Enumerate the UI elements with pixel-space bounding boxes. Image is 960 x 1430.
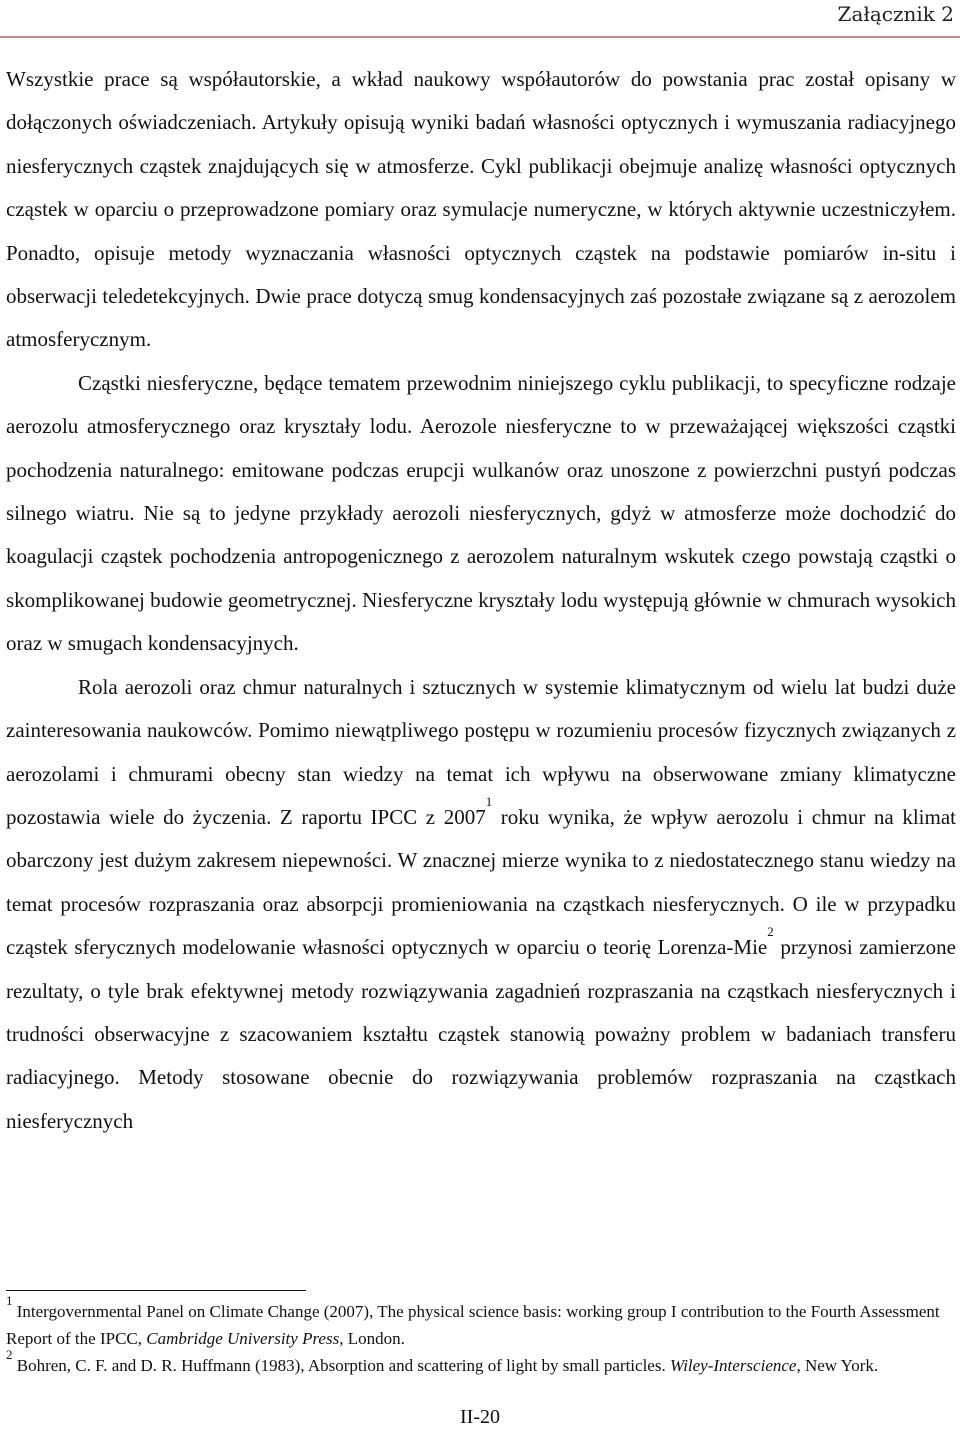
- page-number: II-20: [460, 1406, 500, 1428]
- header-label: Załącznik 2: [837, 2, 954, 26]
- footnote-1-marker: 1: [6, 1293, 13, 1308]
- footnote-1-text-b: , London.: [339, 1329, 405, 1348]
- footnote-1: [6, 1293, 952, 1352]
- footnote-2: [6, 1347, 952, 1379]
- footnote-ref-2: 2: [767, 924, 774, 940]
- footnote-1-text-a: Intergovernmental Panel on Climate Change (2007), The physical science basis: working group I contribution to the Fourth Assessment Report of the IPCC,: [6, 1302, 940, 1348]
- footnote-2-italic: Wiley-Interscience,: [669, 1356, 801, 1375]
- footnote-2-text-a: Bohren, C. F. and D. R. Huffmann (1983), Absorption and scattering of light by small particles.: [12, 1356, 670, 1375]
- paragraph-3-part-2: roku wynika, że wpływ aerozolu i chmur na klimat obarczony jest dużym zakresem niepewności. W znacznej mierze wynika to z niedostatecznego stanu wiedzy na temat procesów rozpraszania oraz absorpcji promieniowania na cząstkach niesferycznych. O ile w przypadku cząstek sferycznych modelowanie własności optycznych w oparciu o teorię Lorenza-Mie: [6, 804, 956, 960]
- footnote-1-italic: Cambridge University Press: [146, 1329, 340, 1348]
- page-header: [0, 0, 960, 40]
- footnote-separator: [6, 1290, 306, 1291]
- body-text: [6, 58, 956, 1143]
- paragraph-1: Wszystkie prace są współautorskie, a wkład naukowy współautorów do powstania prac został opisany w dołączonych oświadczeniach. Artykuły opisują wyniki badań własności optycznych i wymuszania radiacyjnego niesferycznych cząstek znajdujących się w atmosferze. Cykl publikacji obejmuje analizę własności optycznych cząstek w oparciu o przeprowadzone pomiary oraz symulacje numeryczne, w których aktywnie uczestniczyłem. Ponadto, opisuje metody wyznaczania własności optycznych cząstek na podstawie pomiarów in-situ i obserwacji teledetekcyjnych. Dwie prace dotyczą smug kondensacyjnych zaś pozostałe związane są z aerozolem atmosferycznym.: [6, 67, 956, 352]
- footnotes: [6, 1293, 952, 1379]
- paragraph-3: [6, 666, 956, 1143]
- paragraph-3-part-1: Rola aerozoli oraz chmur naturalnych i sztucznych w systemie klimatycznym od wielu lat budzi duże zainteresowania naukowców. Pomimo niewątpliwego postępu w rozumieniu procesów fizycznych związanych z aerozolami i chmurami obecny stan wiedzy na temat ich wpływu na obserwowane zmiany klimatyczne pozostawia wiele do życzenia. Z raportu IPCC z 2007: [6, 674, 956, 829]
- paragraph-2: Cząstki niesferyczne, będące tematem przewodnim niniejszego cyklu publikacji, to specyficzne rodzaje aerozolu atmosferycznego oraz kryształy lodu. Aerozole niesferyczne to w przeważającej większości cząstki pochodzenia naturalnego: emitowane podczas erupcji wulkanów oraz unoszone z powierzchni pustyń podczas silnego wiatru. Nie są to jedyne przykłady aerozoli niesferycznych, gdyż w atmosferze może dochodzić do koagulacji cząstek pochodzenia antropogenicznego z aerozolem naturalnym wskutek czego powstają cząstki o skomplikowanej budowie geometrycznej. Niesferyczne kryształy lodu występują głównie w chmurach wysokich oraz w smugach kondensacyjnych.: [6, 370, 956, 656]
- footnote-2-marker: 2: [6, 1347, 13, 1362]
- paragraph-3-part-3: przynosi zamierzone rezultaty, o tyle brak efektywnej metody rozwiązywania zagadnień rozpraszania na cząstkach niesferycznych i trudności obserwacyjne z szacowaniem kształtu cząstek stanowią poważny problem w badaniach transferu radiacyjnego. Metody stosowane obecnie do rozwiązywania problemów rozpraszania na cząstkach niesferycznych: [6, 935, 956, 1133]
- footnote-2-text-b: New York.: [800, 1356, 879, 1375]
- footnote-ref-1: 1: [485, 793, 493, 809]
- header-rule: [0, 36, 960, 38]
